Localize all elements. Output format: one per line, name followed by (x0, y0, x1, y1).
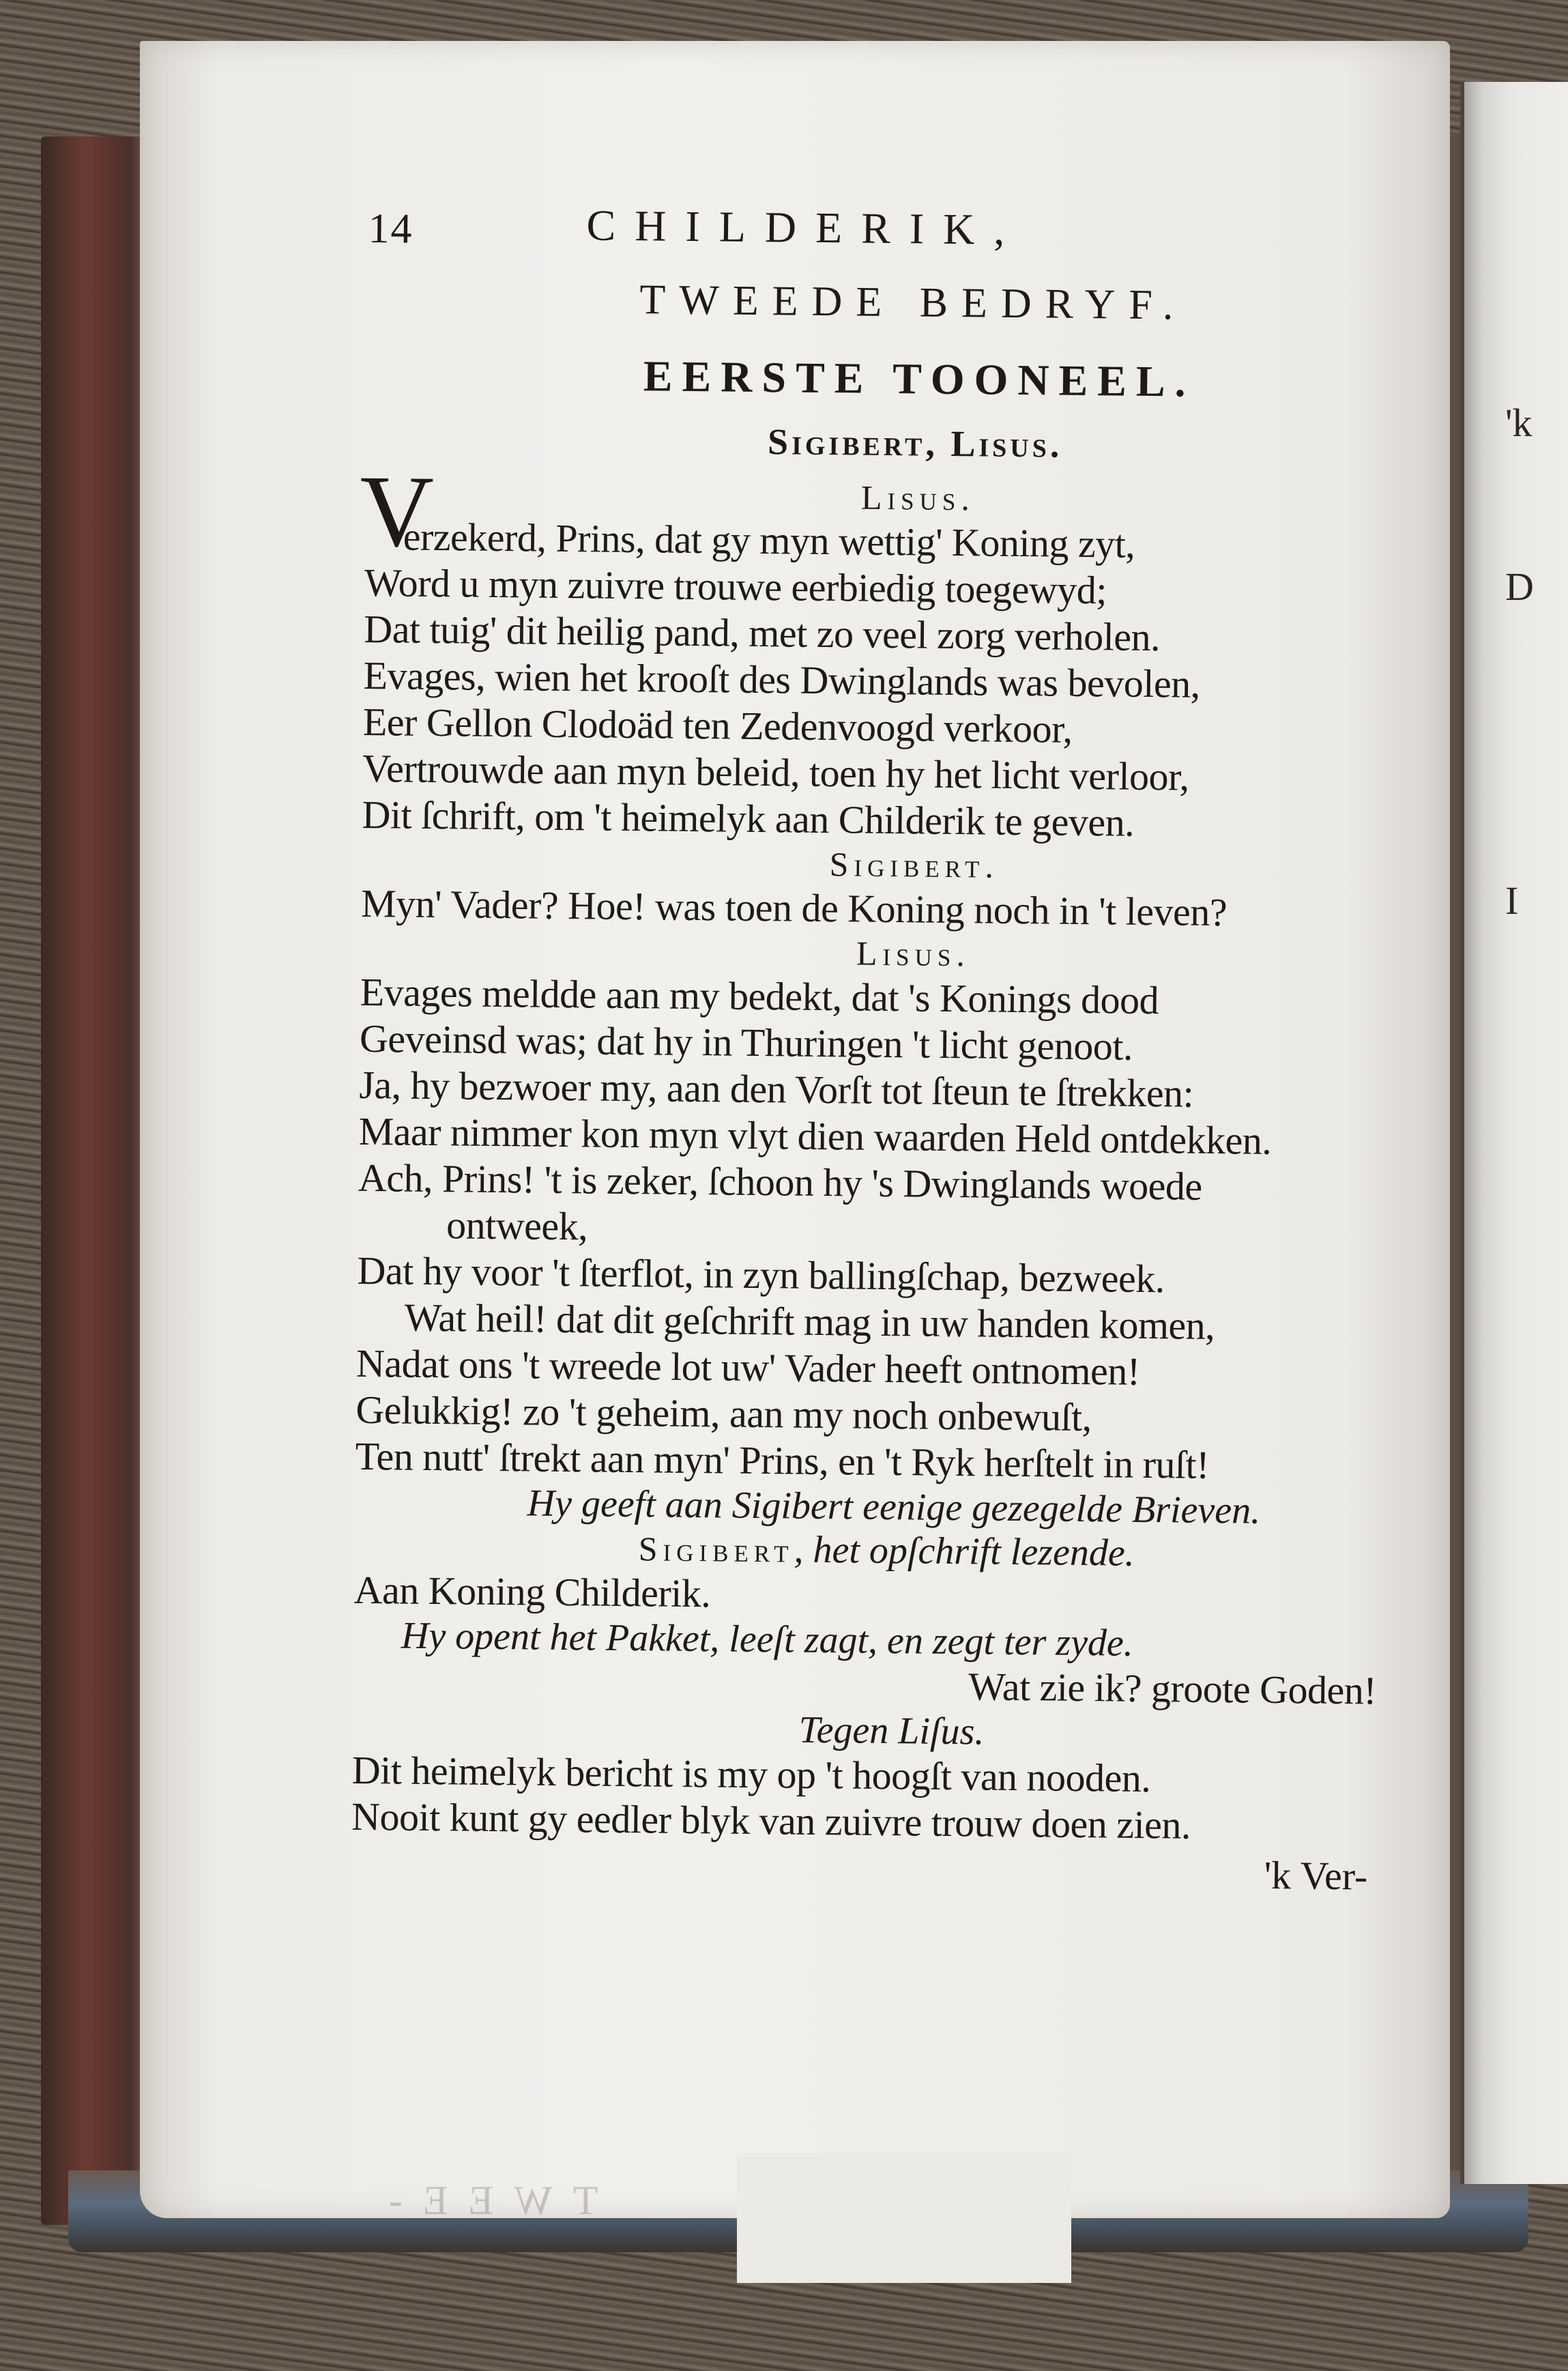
verse-line: Gelukkig! zo 't geheim, aan my noch onbewuſt, (355, 1387, 1092, 1440)
verse-line: Geveinsd was; dat hy in Thuringen 't licht genoot. (359, 1016, 1133, 1069)
stage-direction: Hy opent het Pakket, leeſt zagt, en zegt ter zyde. (401, 1614, 1134, 1665)
verse-line: Eer Gellon Clodoäd ten Zedenvoogd verkoor, (362, 699, 1073, 751)
facing-page-text (1505, 287, 1545, 1037)
verse-line: Evages, wien het krooſt des Dwinglands was bevolen, (363, 652, 1201, 706)
facing-fragment: D (1505, 564, 1534, 609)
facing-page (1460, 82, 1568, 2184)
verse-line: Word u myn zuivre trouwe eerbiedig toegewyd; (364, 560, 1107, 613)
verse-line-continuation: ontweek, (446, 1203, 588, 1249)
act-title: TWEEDE BEDRYF. (639, 276, 1187, 329)
verse-line: Dat tuig' dit heilig pand, met zo veel zorg verholen. (364, 606, 1161, 660)
facing-fragment: I (1505, 878, 1519, 923)
show-through-text: TWEE- (368, 2178, 598, 2223)
verse-line: Dit heimelyk bericht is my op 't hoogſt van nooden. (351, 1747, 1151, 1801)
verse-line: Ach, Prins! 't is zeker, ſchoon hy 's Dwinglands woede (358, 1155, 1202, 1209)
facing-fragment: 'k (1505, 401, 1533, 445)
verse-text: erzekerd, Prins, dat gy myn wettig' Koning zyt, (403, 514, 1135, 566)
stage-direction: Hy geeft aan Sigibert eenige gezegelde Brieven. (527, 1482, 1261, 1532)
verse-line: Maar nimmer kon myn vlyt dien waarden Held ontdekken. (358, 1108, 1272, 1163)
verse-line: Myn' Vader? Hoe! was toen de Koning noch in 't leven? (360, 880, 1228, 935)
scene-characters: Sigibert, Lisus. (767, 421, 1063, 465)
stage-direction: , het opſchrift lezende. (794, 1528, 1135, 1575)
verse-line: Nadat ons 't wreede lot uw' Vader heeft ontnomen! (355, 1340, 1140, 1394)
scene-title: EERSTE TOONEEL. (643, 351, 1196, 406)
catchword: 'k Ver- (1264, 1852, 1368, 1899)
running-title: CHILDERIK, (586, 201, 1024, 255)
drop-cap: V (359, 454, 434, 569)
verse-line: Dat hy voor 't ſterflot, in zyn ballingſchap, bezweek. (357, 1248, 1165, 1302)
verse-line: Ten nutt' ſtrekt aan myn' Prins, en 't Ryk herſtelt in ruſt! (355, 1433, 1210, 1488)
verse-line: Wat heil! dat dit geſchrift mag in uw handen komen, (404, 1295, 1215, 1349)
verse-line: Vertrouwde aan myn beleid, toen hy het licht verloor, (362, 745, 1189, 799)
speaker-name: Lisus. (860, 478, 976, 518)
verse-line: Ja, hy bezwoer my, aan den Vorſt tot ſteun te ſtrekken: (359, 1062, 1194, 1116)
speaker-name: Sigibert (638, 1529, 794, 1570)
verse-line: Aan Koning Childerik. (353, 1567, 711, 1616)
verse-line: Wat zie ik? groote Goden! (968, 1664, 1377, 1713)
speaker-name: Sigibert. (829, 845, 1000, 885)
verse-line: Dit ſchrift, om 't heimelyk aan Childerik te geven. (362, 792, 1135, 845)
stage-direction: Tegen Liſus. (798, 1708, 985, 1753)
verse-line: Evages meldde aan my bedekt, dat 's Konings dood (360, 969, 1159, 1023)
running-head (368, 198, 1392, 284)
speaker-name: Lisus. (856, 934, 971, 974)
page-content (351, 198, 1392, 1900)
dialogue (351, 454, 1389, 1851)
verse-line: Nooit kunt gy eedler blyk van zuivre trouw doen zien. (351, 1794, 1191, 1848)
page-number: 14 (368, 205, 413, 253)
paper-patch (737, 2153, 1071, 2283)
